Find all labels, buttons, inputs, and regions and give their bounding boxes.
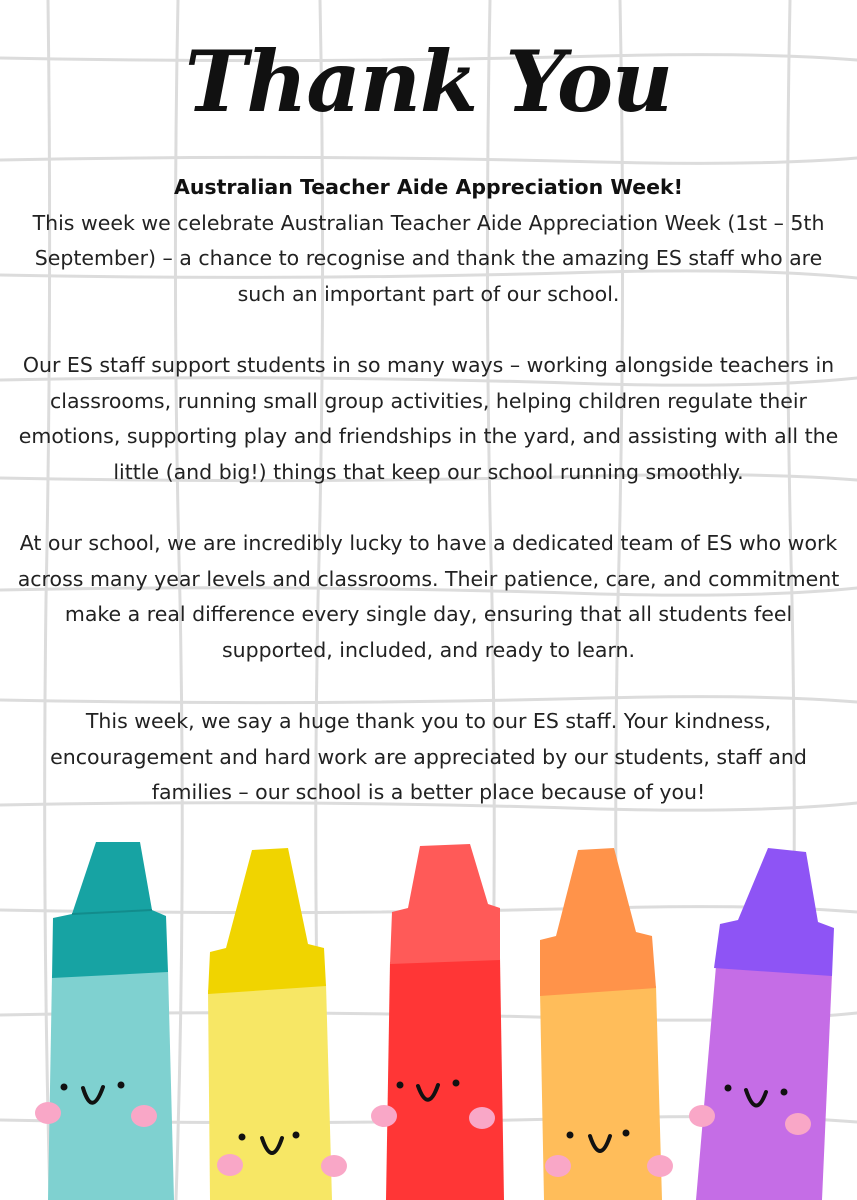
paragraph-support: Our ES staff support students in so many ways – working alongside teachers in classrooms, running small group activities, helping children regulate their emotions, supporting play and friendships in the yard, and assisting with all the little (and big!) things that keep our school running smoothly.: [18, 352, 839, 484]
crayon-teal: [35, 842, 174, 1200]
paragraph-spacer: [14, 668, 843, 704]
subtitle: Australian Teacher Aide Appreciation Week!: [173, 175, 684, 199]
crayon-orange: [540, 848, 673, 1200]
paragraph-spacer: [14, 312, 843, 348]
paragraph-thanks: This week, we say a huge thank you to our ES staff. Your kindness, encouragement and hard work are appreciated by our students, staff and families – our school is a better place because of you!: [50, 708, 807, 805]
crayon-yellow: [208, 848, 347, 1200]
crayon-purple: [689, 848, 834, 1200]
paragraph-intro: This week we celebrate Australian Teacher Aide Appreciation Week (1st – 5th September) – a chance to recognise and thank the amazing ES staff who are such an important part of our school.: [32, 210, 825, 306]
paragraph-team: At our school, we are incredibly lucky to have a dedicated team of ES who work across many year levels and classrooms. Their patience, care, and commitment make a real difference every single day, ensuring that all students feel supported, included, and ready to learn.: [17, 530, 840, 662]
crayon-red: [371, 844, 504, 1200]
page-title: Thank You: [184, 32, 673, 131]
crayons-illustration: [0, 830, 857, 1200]
letter-body: [14, 170, 843, 811]
paragraph-spacer: [14, 490, 843, 526]
